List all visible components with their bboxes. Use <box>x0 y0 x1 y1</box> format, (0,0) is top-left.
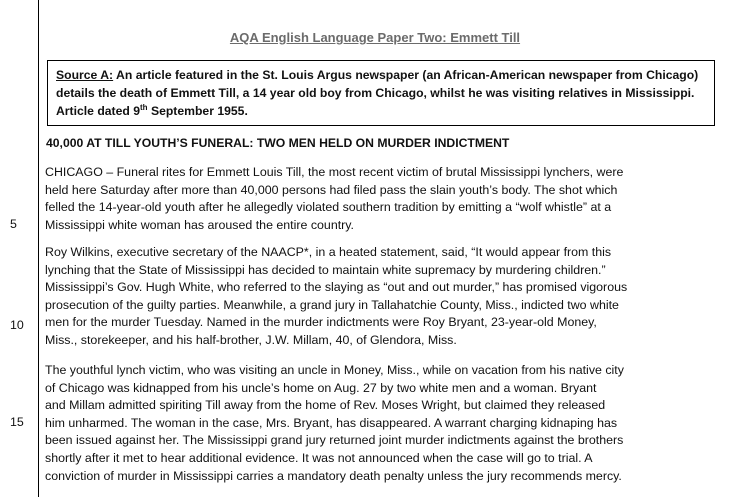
left-margin-rule <box>38 0 39 497</box>
source-label: Source A: <box>56 68 114 82</box>
text-line: men for the murder Tuesday. Named in the murder indictments were Roy Bryant, 23-year-old Money, <box>45 315 597 330</box>
text-line: Miss., storekeeper, and his half-brother, J.W. Millam, 40, of Glendora, Miss. <box>45 332 457 347</box>
line-number-15: 15 <box>10 415 24 429</box>
text-line: and Millam admitted spiriting Till away from the home of Rev. Moses Wright, but claimed they released <box>45 398 606 413</box>
source-text-end: September 1955. <box>147 104 248 118</box>
text-line: shortly after it met to hear additional evidence. It was not announced when the case will go to trial. A <box>45 450 593 465</box>
document-title: AQA English Language Paper Two: Emmett Till <box>229 30 521 45</box>
article-headline: 40,000 AT TILL YOUTH’S FUNERAL: TWO MEN HELD ON MURDER INDICTMENT <box>46 136 510 150</box>
text-line: The youthful lynch victim, who was visiting an uncle in Money, Miss., while on vacation from his native city <box>45 363 624 377</box>
source-superscript: th <box>140 102 148 112</box>
text-line: felled the 14-year-old youth after he allegedly violated southern tradition by emitting a “wolf whistle” at a <box>45 200 612 215</box>
line-number-10: 10 <box>10 318 24 332</box>
paragraph-2 <box>45 244 735 350</box>
text-line: been issued against her. The Mississippi grand jury returned joint murder indictments against the brothers <box>45 433 624 448</box>
source-box <box>47 60 715 126</box>
paragraph-1 <box>45 164 735 234</box>
text-line: prosecution of the guilty parties. Meanwhile, a grand jury in Tallahatchie County, Miss., indicted two white <box>45 297 619 312</box>
source-text: An article featured in the St. Louis Argus newspaper (an African-American newspaper from Chicago) details the death of Emmett Till, a 14 year old boy from Chicago, whilst he was visiting relatives in Mississippi. Article dated 9 <box>56 68 699 118</box>
paragraph-3 <box>45 362 735 485</box>
text-line: Mississippi’s Gov. Hugh White, who referred to the slaying as “out and out murder,” has promised vigorous <box>45 280 628 295</box>
line-number-5: 5 <box>10 217 17 231</box>
text-line: lynching that the State of Mississippi has decided to maintain white supremacy by murdering children.” <box>45 262 606 277</box>
text-line: conviction of murder in Mississippi carries a mandatory death penalty unless the jury recommends mercy. <box>45 468 622 483</box>
text-line: Mississippi white woman has aroused the entire country. <box>45 217 354 232</box>
text-line: of Chicago was kidnapped from his uncle’s home on Aug. 27 by two white men and a woman. Bryant <box>45 380 597 395</box>
text-line: held here Saturday after more than 40,000 persons had filed pass the slain youth’s body. The shot which <box>45 182 618 197</box>
text-line: CHICAGO – Funeral rites for Emmett Louis Till, the most recent victim of brutal Mississippi lynchers, were <box>45 165 624 179</box>
text-line: Roy Wilkins, executive secretary of the NAACP*, in a heated statement, said, “It would appear from this <box>45 245 612 259</box>
text-line: him unharmed. The woman in the case, Mrs. Bryant, has disappeared. A warrant charging kidnaping has <box>45 415 618 430</box>
